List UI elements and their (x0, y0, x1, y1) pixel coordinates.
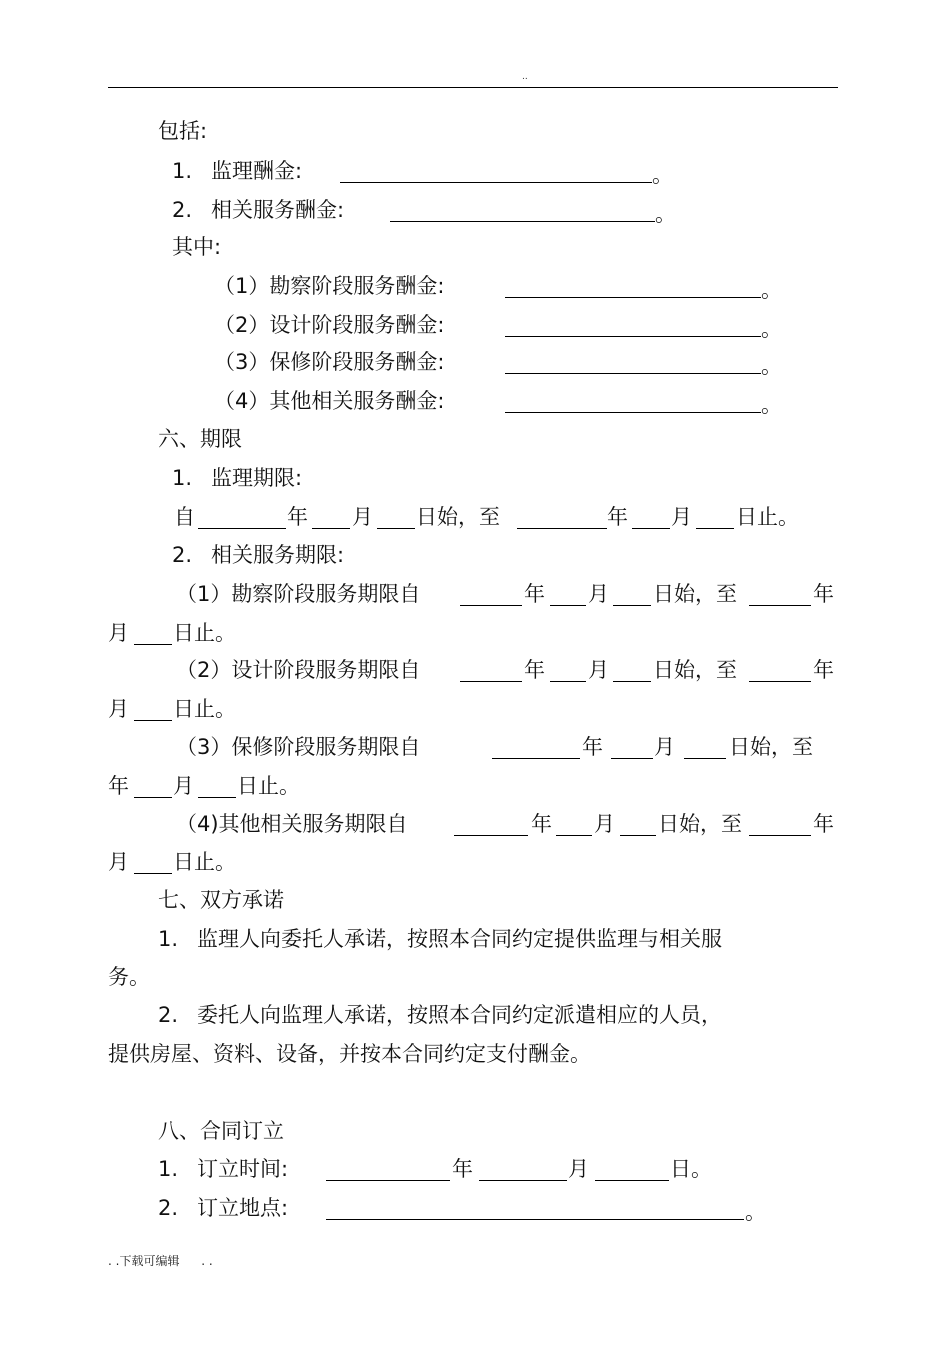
item-number: 2. (172, 543, 193, 567)
blank-end-day[interactable] (696, 528, 734, 529)
fee-label-supervision: 监理酬金: (211, 159, 303, 183)
text-month: 月 (173, 774, 194, 798)
item-number: 1. (172, 159, 193, 183)
blank-sign-year[interactable] (326, 1180, 450, 1181)
text-month: 月 (671, 505, 692, 529)
term-label-supervision: 监理期限: (211, 466, 303, 490)
text-year: 年 (531, 812, 552, 836)
blank-day[interactable] (134, 644, 172, 645)
text-month: 月 (352, 505, 373, 529)
blank-sign-day[interactable] (595, 1180, 669, 1181)
blank-related-fee[interactable] (390, 221, 655, 222)
text-month: 月 (108, 621, 129, 645)
blank-year[interactable] (460, 605, 522, 606)
header-rule (108, 87, 838, 88)
fee-label-warranty: （3）保修阶段服务酬金: (214, 350, 445, 374)
section-intro: 包括: (158, 119, 208, 143)
blank-year[interactable] (749, 605, 811, 606)
text-year: 年 (813, 582, 834, 606)
commitment-1: 监理人向委托人承诺，按照本合同约定提供监理与相关服 (197, 927, 722, 951)
term-label-related: 相关服务期限: (211, 543, 345, 567)
text-year: 年 (582, 735, 603, 759)
text-day-start-to: 日始，至 (416, 505, 500, 529)
text-day-start-to: 日始，至 (658, 812, 742, 836)
term-label-other: （4)其他相关服务期限自 (176, 812, 408, 836)
text-day-start-to: 日始，至 (653, 658, 737, 682)
period-mark: 。 (761, 278, 782, 302)
blank-year[interactable] (460, 681, 522, 682)
text-from: 自 (174, 505, 195, 529)
text-year: 年 (524, 582, 545, 606)
item-number: 2. (172, 198, 193, 222)
term-label-design: （2）设计阶段服务期限自 (176, 658, 421, 682)
signing-place-label: 订立地点: (197, 1196, 289, 1220)
text-year: 年 (813, 812, 834, 836)
item-number: 2. (158, 1003, 179, 1027)
fee-label-survey: （1）勘察阶段服务酬金: (214, 274, 445, 298)
signing-date-label: 订立时间: (197, 1157, 289, 1181)
blank-month[interactable] (134, 797, 172, 798)
text-month: 月 (588, 658, 609, 682)
item-number: 2. (158, 1196, 179, 1220)
blank-day[interactable] (134, 873, 172, 874)
blank-supervision-fee[interactable] (340, 182, 652, 183)
text-month: 月 (108, 850, 129, 874)
text-day-end: 日止。 (237, 774, 300, 798)
blank-warranty-fee[interactable] (505, 373, 761, 374)
blank-sign-place[interactable] (326, 1219, 744, 1220)
blank-month[interactable] (550, 681, 586, 682)
commitment-2: 委托人向监理人承诺，按照本合同约定派遣相应的人员， (197, 1003, 722, 1027)
blank-month[interactable] (611, 758, 653, 759)
header-dots: .. (522, 72, 528, 82)
fee-label-other: （4）其他相关服务酬金: (214, 389, 445, 413)
text-day-start-to: 日始，至 (653, 582, 737, 606)
text-month: 月 (654, 735, 675, 759)
section-heading-commitments: 七、双方承诺 (158, 888, 284, 912)
fee-label-related: 相关服务酬金: (211, 198, 345, 222)
text-month: 月 (108, 697, 129, 721)
term-label-warranty: （3）保修阶段服务期限自 (176, 735, 421, 759)
blank-day[interactable] (613, 605, 651, 606)
text-year: 年 (287, 505, 308, 529)
text-day-start-to: 日始，至 (729, 735, 813, 759)
blank-sign-month[interactable] (479, 1180, 567, 1181)
item-number: 1. (158, 927, 179, 951)
blank-survey-fee[interactable] (505, 297, 761, 298)
commitment-2-cont: 提供房屋、资料、设备，并按本合同约定支付酬金。 (108, 1042, 591, 1066)
blank-start-month[interactable] (312, 528, 350, 529)
text-day-end: 日止。 (173, 697, 236, 721)
item-number: 1. (158, 1157, 179, 1181)
section-heading-term: 六、期限 (158, 427, 242, 451)
term-label-survey: （1）勘察阶段服务期限自 (176, 582, 421, 606)
period-mark: 。 (655, 202, 676, 226)
blank-start-day[interactable] (377, 528, 415, 529)
text-year: 年 (108, 774, 129, 798)
blank-year[interactable] (749, 835, 811, 836)
text-month: 月 (568, 1157, 589, 1181)
blank-day[interactable] (620, 835, 656, 836)
period-mark: 。 (745, 1200, 766, 1224)
footer-dots: . . (201, 1254, 213, 1268)
blank-day[interactable] (198, 797, 236, 798)
text-year: 年 (524, 658, 545, 682)
text-year: 年 (813, 658, 834, 682)
blank-month[interactable] (550, 605, 586, 606)
text-month: 月 (588, 582, 609, 606)
blank-start-year[interactable] (198, 528, 286, 529)
section-heading-signing: 八、合同订立 (158, 1119, 284, 1143)
blank-year[interactable] (492, 758, 580, 759)
text-day-end: 日止。 (736, 505, 799, 529)
commitment-1-cont: 务。 (108, 965, 150, 989)
fee-label-design: （2）设计阶段服务酬金: (214, 313, 445, 337)
blank-year[interactable] (749, 681, 811, 682)
text-year: 年 (452, 1157, 473, 1181)
text-day-end: 日止。 (173, 850, 236, 874)
blank-end-month[interactable] (632, 528, 670, 529)
period-mark: 。 (761, 354, 782, 378)
text-day-end: 日。 (670, 1157, 712, 1181)
sub-intro: 其中: (172, 235, 222, 259)
text-year: 年 (607, 505, 628, 529)
text-month: 月 (594, 812, 615, 836)
footer (108, 1252, 213, 1269)
period-mark: 。 (652, 163, 673, 187)
blank-design-fee[interactable] (505, 336, 761, 337)
text-day-end: 日止。 (173, 621, 236, 645)
blank-end-year[interactable] (517, 528, 607, 529)
blank-year[interactable] (454, 835, 528, 836)
period-mark: 。 (761, 317, 782, 341)
blank-other-fee[interactable] (505, 412, 761, 413)
period-mark: 。 (761, 393, 782, 417)
blank-month[interactable] (556, 835, 592, 836)
footer-text: . .下载可编辑 (108, 1254, 180, 1268)
blank-day[interactable] (684, 758, 726, 759)
item-number: 1. (172, 466, 193, 490)
blank-day[interactable] (134, 720, 172, 721)
blank-day[interactable] (613, 681, 651, 682)
